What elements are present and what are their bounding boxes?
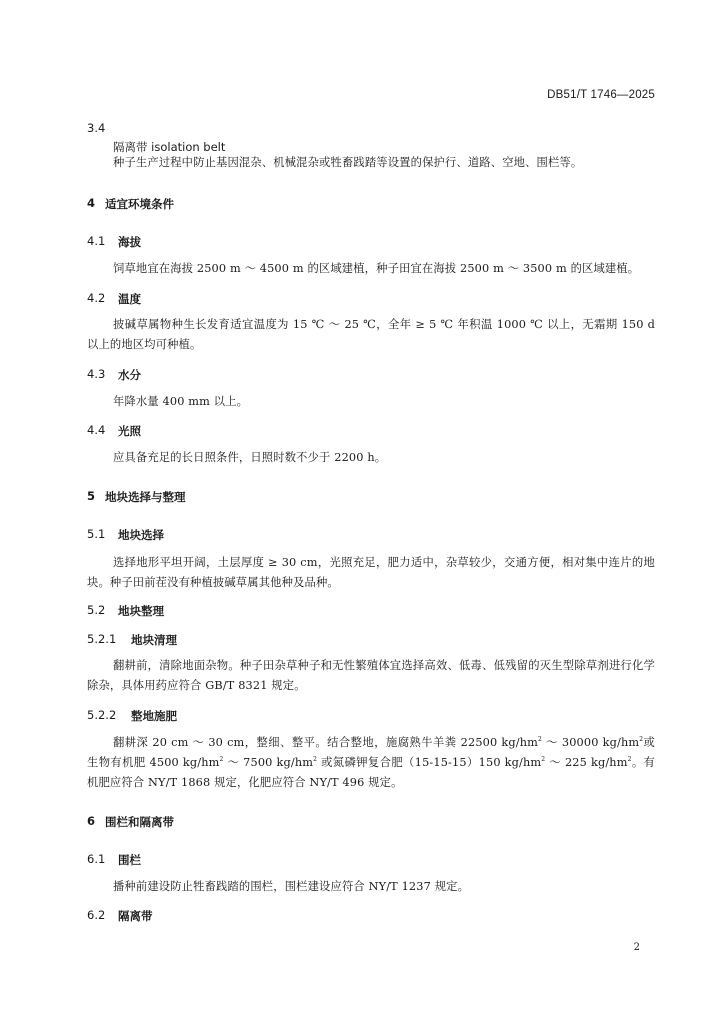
section-4-2-number: 4.2 [87, 291, 106, 305]
section-5-1-title: 地块选择 [118, 528, 164, 542]
section-4-1-text: 饲草地宜在海拔 2500 m ～ 4500 m 的区域建植，种子田宜在海拔 2500 m ～ 3500 m 的区域建植。 [113, 262, 640, 275]
section-4-3-title: 水分 [118, 368, 141, 382]
section-4-number: 4 [87, 196, 96, 210]
section-4-title: 适宜环境条件 [105, 197, 174, 211]
section-6-number: 6 [87, 814, 96, 828]
section-4-4-number: 4.4 [87, 423, 106, 437]
section-6-1-title: 围栏 [118, 853, 141, 867]
document-code: DB51/T 1746—2025 [547, 89, 655, 101]
superscript: 2 [313, 756, 318, 763]
section-4-1-number: 4.1 [87, 234, 106, 248]
section-5-2-number: 5.2 [87, 603, 106, 617]
section-4-1-title: 海拔 [118, 235, 141, 249]
term-name: 隔离带 isolation belt [113, 140, 226, 154]
section-5-1-text: 选择地形平坦开阔，土层厚度 ≥ 30 cm，光照充足，肥力适中，杂草较少，交通方便，相对集中连片的地块。种子田前茬没有种植披碱草属其他种及品种。 [87, 556, 655, 589]
section-6-1-number: 6.1 [87, 852, 106, 866]
section-4-4-text: 应具备充足的长日照条件，日照时数不少于 2200 h。 [113, 451, 387, 464]
section-5-2-2-title: 整地施肥 [131, 709, 177, 723]
section-6-title: 围栏和隔离带 [105, 815, 174, 829]
section-5-2-1-text: 翻耕前，清除地面杂物。种子田杂草种子和无性繁殖体宜选择高效、低毒、低残留的灭生型除草剂进行化学除杂，具体用药应符合 GB/T 8321 规定。 [87, 659, 655, 692]
superscript: 2 [627, 756, 632, 763]
section-4-3-number: 4.3 [87, 367, 106, 381]
section-4-2-title: 温度 [118, 292, 141, 306]
superscript: 2 [538, 736, 542, 743]
section-5-2-1-number: 5.2.1 [87, 632, 117, 646]
term-definition: 种子生产过程中防止基因混杂、机械混杂或牲畜践踏等设置的保护行、道路、空地、围栏等。 [113, 156, 583, 169]
section-5-1-number: 5.1 [87, 527, 106, 541]
section-6-2-title: 隔离带 [118, 909, 153, 923]
section-6-1-text: 播种前建设防止牲畜践踏的围栏，围栏建设应符合 NY/T 1237 规定。 [113, 880, 470, 893]
section-5-2-title: 地块整理 [118, 604, 164, 618]
section-5-2-2-text: 翻耕深 20 cm ～ 30 cm，整细、整平。结合整地，施腐熟牛羊粪 22500 $kg/hm^2$ ～ 30000 $kg/hm^2$或生物有机肥 4500 $kg/hm^2$ ～ 7500 $kg/hm^2$ 或氮磷钾复合肥（15-15-15）150 $kg/hm^2$ ～ 225 $kg/hm^2$。有机肥应符合 NY/T 1868 规定，化肥应符合 NY/T 496 规定。 [87, 736, 655, 789]
page-number: 2 [633, 942, 640, 953]
section-5-title: 地块选择与整理 [105, 490, 186, 504]
section-4-3-text: 年降水量 400 mm 以上。 [113, 395, 249, 408]
section-4-4-title: 光照 [118, 424, 141, 438]
superscript: 2 [219, 756, 224, 763]
section-4-2-text: 披碱草属物种生长发育适宜温度为 15 ℃ ～ 25 ℃，全年 ≥ 5 ℃ 年积温 1000 ℃ 以上，无霜期 150 d 以上的地区均可种植。 [87, 318, 655, 351]
term-number: 3.4 [87, 121, 106, 135]
section-5-2-1-title: 地块清理 [131, 633, 177, 647]
section-5-2-2-number: 5.2.2 [87, 708, 117, 722]
section-5-number: 5 [87, 489, 96, 503]
section-6-2-number: 6.2 [87, 908, 106, 922]
superscript: 2 [639, 736, 644, 743]
superscript: 2 [541, 756, 546, 763]
